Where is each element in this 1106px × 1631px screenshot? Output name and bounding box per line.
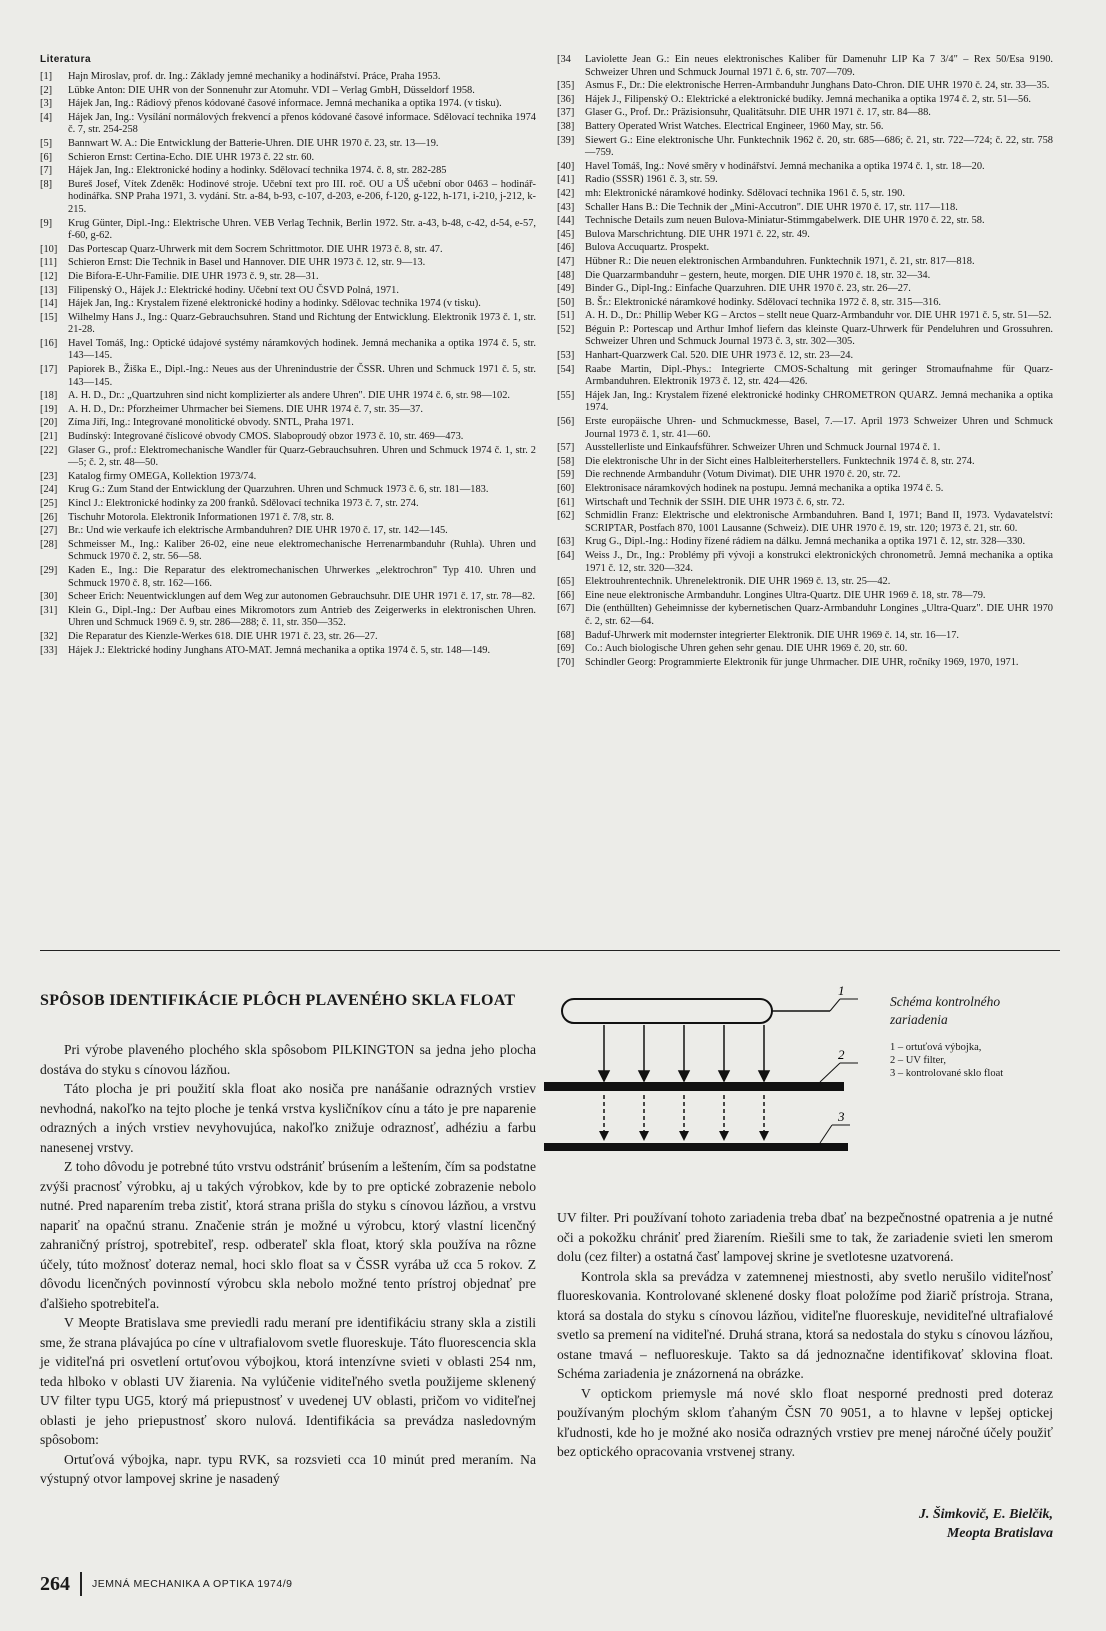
reference-number: [54] bbox=[557, 363, 575, 375]
reference-text: Béguin P.: Portescap und Arthur Imhof liefern das kleinste Quarz-Uhrwerk für Pendeluhren und Grossuhren. Schweizer Uhren und Schmuck Journal 1973 č. 3, str. 302—305. bbox=[585, 323, 1053, 348]
reference-item bbox=[40, 271, 536, 284]
legend-item: 1 – ortuťová výbojka, bbox=[890, 1042, 982, 1053]
reference-number: [18] bbox=[40, 390, 58, 402]
reference-item bbox=[557, 202, 1053, 215]
reference-item bbox=[40, 244, 536, 257]
reference-text: Binder G., Dipl-Ing.: Einfache Quarzuhren. DIE UHR 1970 č. 23, str. 26—27. bbox=[585, 283, 911, 295]
legend-item: 2 – UV filter, bbox=[890, 1055, 946, 1066]
reference-list-right bbox=[557, 54, 1053, 669]
reference-item bbox=[40, 631, 536, 644]
reference-item bbox=[557, 630, 1053, 643]
reference-text: Schmidlin Franz: Elektrische und elektronische Armbanduhren. Band I, 1971; Band II, 1973. Vydavatelství: SCRIPTAR, Postfach 870, 1001 Lausanne (Schweiz). DIE UHR 1970 č. 19, str. 120; 1973 č. 21, str. 60. bbox=[585, 510, 1053, 534]
reference-number: [27] bbox=[40, 525, 58, 537]
reference-number: [10] bbox=[40, 243, 58, 255]
reference-item bbox=[557, 174, 1053, 187]
reference-number: [37] bbox=[557, 107, 575, 119]
footer-separator bbox=[80, 1572, 82, 1596]
reference-text: Ausstellerliste und Einkaufsführer. Schweizer Uhren und Schmuck Journal 1974 č. 1. bbox=[585, 442, 941, 454]
reference-number: [62] bbox=[557, 510, 575, 522]
reference-item bbox=[40, 165, 536, 178]
reference-number: [23] bbox=[40, 470, 58, 482]
reference-item bbox=[557, 416, 1053, 441]
reference-text: Hájek Jan, Ing.: Krystalem řízené elektronické hodiny a hodinky. Sdělovac technika 1974 (v tisku). bbox=[68, 298, 481, 310]
reference-text: Hájek Jan, Ing.: Vysílání normálových frekvencí a přenos kódované časové informace. Sdělovací technika 1974 č. 7, str. 254-258 bbox=[68, 111, 536, 136]
reference-number: [39] bbox=[557, 134, 575, 146]
reference-number: [41] bbox=[557, 174, 575, 186]
reference-number: [44] bbox=[557, 215, 575, 227]
article-paragraph: Z toho dôvodu je potrebné túto vrstvu odstrániť brúsením a leštením, čím sa podstatne zvýši pracnosť výrobku, aj u takých výrobkov, kde by to pre optické zobrazenie nebolo nutné. Pred naparením treba zistiť, ktorá strana prišla do styku s cínovou lázňou, a vrstvu napariť na opačnú stranu. Značenie strán je možné u výrobcu, ktorý vlastní licenčný zahraničný prístroj, spotrebiteľ, resp. odberateľ skla float, ktorý skla používa na rôzne účely, túto možnosť doteraz nemal, hoci sklo float sa v ČSSR vyrába už cca 5 rokov. Z dôvodu licenčných povinností výrobcu skla nebolo možné tento prístroj objednať pre ďalšieho spotrebiteľa. bbox=[40, 1159, 536, 1311]
reference-item bbox=[557, 135, 1053, 160]
reference-item bbox=[557, 603, 1053, 628]
reference-text: Glaser G., Prof. Dr.: Präzisionsuhr, Qualitätsuhr. DIE UHR 1971 č. 17, str. 84—88. bbox=[585, 107, 931, 119]
article-paragraph: Táto plocha je pri použití skla float ako nosiča pre nanášanie odrazných vrstiev nevhodná, nakoľko na tejto ploche je tenká vrstva kysličníkov cínu a táto je pre naparenie odrazných a iných vrstiev nevyhovujúca, nakoľko znižuje odraznosť, adhéziu a farbu nanesenej vrstvy. bbox=[40, 1081, 536, 1155]
reference-number: [16] bbox=[40, 337, 58, 349]
reference-number: [1] bbox=[40, 71, 53, 82]
reference-item bbox=[40, 312, 536, 337]
reference-item bbox=[40, 498, 536, 511]
reference-text: Schaller Hans B.: Die Technik der „Mini-Accutron". DIE UHR 1970 č. 17, str. 117—118. bbox=[585, 201, 958, 213]
article-title: SPÔSOB IDENTIFIKÁCIE PLÔCH PLAVENÉHO SKLA FLOAT bbox=[40, 992, 516, 1009]
reference-number: [8] bbox=[40, 178, 53, 190]
reference-number: [20] bbox=[40, 417, 58, 429]
reference-item bbox=[40, 539, 536, 564]
reference-number: [70] bbox=[557, 656, 575, 668]
reference-text: Hübner R.: Die neuen elektronischen Armbanduhren. Funktechnik 1971, č. 21, str. 817—818. bbox=[585, 255, 975, 267]
reference-text: Radio (SSSR) 1961 č. 3, str. 59. bbox=[585, 174, 718, 186]
section-divider bbox=[40, 950, 1060, 951]
reference-text: Wirtschaft und Technik der SSIH. DIE UHR 1973 č. 6, str. 72. bbox=[585, 496, 845, 508]
reference-number: [43] bbox=[557, 201, 575, 213]
reference-number: [47] bbox=[557, 255, 575, 267]
reference-number: [64] bbox=[557, 549, 575, 561]
reference-item bbox=[40, 285, 536, 298]
uv-filter-shape bbox=[544, 1082, 844, 1091]
diagram-legend bbox=[890, 1041, 1040, 1080]
reference-item bbox=[40, 218, 536, 243]
reference-number: [13] bbox=[40, 284, 58, 296]
reference-item bbox=[40, 390, 536, 403]
reference-item bbox=[40, 257, 536, 270]
reference-text: Krug Günter, Dipl.-Ing.: Elektrische Uhren. VEB Verlag Technik, Berlin 1972. Str. a-43, b-48, c-42, d-54, e-57, f-60, g-62. bbox=[68, 217, 536, 242]
reference-item bbox=[40, 645, 536, 658]
reference-text: Schieron Ernst: Certina-Echo. DIE UHR 1973 č. 22 str. 60. bbox=[68, 151, 315, 163]
reference-item bbox=[557, 497, 1053, 510]
journal-title: JEMNÁ MECHANIKA A OPTIKA 1974/9 bbox=[92, 1578, 293, 1590]
reference-item bbox=[557, 283, 1053, 296]
reference-number: [14] bbox=[40, 298, 58, 310]
reference-item bbox=[557, 576, 1053, 589]
diagram-title: Schéma kontrolného zariadenia bbox=[890, 994, 1001, 1027]
float-glass-shape bbox=[544, 1143, 848, 1151]
reference-item bbox=[557, 107, 1053, 120]
reference-item bbox=[557, 121, 1053, 134]
reference-text: Scheer Erich: Neuentwicklungen auf dem Weg zur autonomen Gebrauchsuhr. DIE UHR 1971 č. 17, str. 78—82. bbox=[68, 591, 536, 603]
reference-item bbox=[40, 484, 536, 497]
reference-item bbox=[40, 605, 536, 630]
reference-item bbox=[40, 298, 536, 311]
reference-item bbox=[557, 215, 1053, 228]
reference-text: Schindler Georg: Programmierte Elektronik für junge Uhrmacher. DIE UHR, ročníky 1969, 1970, 1971. bbox=[585, 656, 1019, 668]
reference-text: Bulova Accuquartz. Prospekt. bbox=[585, 242, 710, 254]
reference-text: Tischuhr Motorola. Elektronik Informationen 1971 č. 7/8, str. 8. bbox=[68, 511, 334, 523]
uv-rays-lower bbox=[604, 1095, 764, 1133]
page-footer bbox=[40, 1572, 293, 1596]
reference-item bbox=[557, 442, 1053, 455]
apparatus-diagram bbox=[540, 985, 1060, 1195]
reference-item bbox=[557, 270, 1053, 283]
reference-number: [5] bbox=[40, 137, 53, 149]
reference-text: Eine neue elektronische Armbanduhr. Longines Ultra-Quartz. DIE UHR 1969 č. 18, str. 78—79. bbox=[585, 589, 986, 601]
reference-item bbox=[557, 297, 1053, 310]
reference-number: [57] bbox=[557, 442, 575, 454]
reference-number: [61] bbox=[557, 496, 575, 508]
signature-authors: J. Šimkovič, E. Bielčik, bbox=[918, 1507, 1053, 1522]
reference-item bbox=[557, 657, 1053, 670]
reference-text: Papiorek B., Žiška E., Dipl.-Ing.: Neues aus der Uhrenindustrie der ČSSR. Uhren und Schmuck 1971 č. 5, str. 143—145. bbox=[68, 364, 536, 388]
reference-number: [51] bbox=[557, 310, 575, 322]
reference-item bbox=[557, 229, 1053, 242]
reference-text: Krug G., Dipl.-Ing.: Hodiny řízené rádiem na dálku. Jemná mechanika a optika 1971 č. 12, str. 328—330. bbox=[585, 536, 1026, 548]
reference-text: Klein G., Dipl.-Ing.: Der Aufbau eines Mikromotors zum Antrieb des Zeigerwerks in elektronischen Uhren. Uhren und Schmuck 1969 č. 9, str. 286—288; č. 11, str. 350—352. bbox=[68, 604, 536, 629]
reference-item bbox=[557, 483, 1053, 496]
reference-text: Laviolette Jean G.: Ein neues elektronisches Kaliber für Damenuhr LIP Ka 7 3/4" – Rex 50/Esa 9190. Schweizer Uhren und Schmuck Journal 1971 č. 6, str. 707—709. bbox=[585, 54, 1053, 78]
reference-number: [49] bbox=[557, 283, 575, 295]
reference-text: Weiss J., Dr., Ing.: Problémy při vývoji a konstrukci elektronických chronometrů. Jemná mechanika a optika 1971 č. 12, str. 320—324. bbox=[585, 549, 1053, 574]
reference-number: [42] bbox=[557, 187, 575, 199]
reference-text: Erste europäische Uhren- und Schmuckmesse, Basel, 7.—17. April 1973 Schweizer Uhren und Schmuck Journal 1973 č. 1, str. 41—60. bbox=[585, 416, 1053, 440]
reference-item bbox=[40, 417, 536, 430]
article-paragraph: V Meopte Bratislava sme previedli radu meraní pre identifikáciu strany skla a zistili sme, že strana plávajúca po cíne v ultrafialovom svetle fluoreskuje. Táto fluorescencia skla je viditeľná pri osvetlení ortuťovou výbojkou, ktorá intenzívne svieti v oblasti 254 nm, teda hlboko v oblasti UV žiarenia. Na vylúčenie viditeľného svetla použijeme sklenený UV filter typu UG5, ktorý má priepustnosť v uvedenej UV oblasti, pričom vo viditeľnej oblasti je jeho priepustnosť skoro nulová. Identifikácia sa prevádza nasledovným spôsobom: bbox=[40, 1315, 536, 1447]
reference-number: [3] bbox=[40, 98, 53, 110]
reference-number: [12] bbox=[40, 270, 58, 282]
reference-text: A. H. D., Dr.: „Quartzuhren sind nicht komplizierter als andere Uhren". DIE UHR 1974 č. 6, str. 98—102. bbox=[68, 390, 510, 402]
reference-item bbox=[40, 179, 536, 217]
reference-number: [59] bbox=[557, 469, 575, 481]
reference-number: [63] bbox=[557, 536, 575, 548]
references-right-column bbox=[557, 54, 1053, 670]
reference-item bbox=[557, 242, 1053, 255]
reference-item bbox=[40, 364, 536, 389]
article-right-column bbox=[557, 1208, 1053, 1462]
reference-number: [30] bbox=[40, 591, 58, 603]
reference-text: Baduf-Uhrwerk mit modernster integrierter Elektronik. DIE UHR 1969 č. 14, str. 16—17. bbox=[585, 629, 959, 641]
reference-number: [26] bbox=[40, 511, 58, 523]
reference-text: A. H. D., Dr.: Phillip Weber KG – Arctos – stellt neue Quarz-Armbanduhr vor. DIE UHR 1971 č. 5, str. 51—52. bbox=[585, 310, 1052, 322]
reference-text: Havel Tomáš, Ing.: Nové směry v hodinářství. Jemná mechanika a optika 1974 č. 1, str. 18—20. bbox=[585, 160, 985, 172]
reference-number: [25] bbox=[40, 498, 58, 509]
reference-text: Hájek Jan, Ing.: Elektronické hodiny a hodinky. Sdělovací technika 1974. č. 8, str. 282-285 bbox=[68, 165, 447, 177]
reference-number: [9] bbox=[40, 217, 53, 229]
reference-number: [24] bbox=[40, 484, 58, 496]
reference-text: Hájek Jan, Ing.: Krystalem řízené elektronické hodinky CHROMETRON QUARZ. Jemná mechanika a optika 1974. bbox=[585, 389, 1053, 414]
reference-text: Schieron Ernst: Die Technik in Basel und Hannover. DIE UHR 1973 č. 12, str. 9—13. bbox=[68, 257, 426, 269]
references-left-column bbox=[40, 54, 536, 658]
reference-item bbox=[557, 310, 1053, 323]
reference-text: Schmeisser M., Ing.: Kaliber 26-02, eine neue elektromechanische Herrenarmbanduhr (Ruhla). Uhren und Schmuck 1970 č. 2, str. 56—58. bbox=[68, 538, 536, 563]
reference-text: Raabe Martin, Dipl.-Phys.: Integrierte CMOS-Schaltung mit geringer Stromaufnahme für Quarz-Armbanduhren. Elektronik 1973 č. 12, str. 424—426. bbox=[585, 363, 1053, 388]
reference-text: Hájek J.: Elektrické hodiny Junghans ATO-MAT. Jemná mechanika a optika 1974 č. 5, str. 148—149. bbox=[68, 644, 491, 656]
reference-item bbox=[557, 536, 1053, 549]
reference-text: Zíma Jiří, Ing.: Integrované monolitické obvody. SNTL, Praha 1971. bbox=[68, 417, 354, 429]
reference-number: [15] bbox=[40, 311, 58, 323]
reference-item bbox=[557, 510, 1053, 535]
reference-number: [19] bbox=[40, 403, 58, 415]
reference-item bbox=[40, 512, 536, 525]
reference-item bbox=[557, 550, 1053, 575]
reference-text: Die elektronische Uhr in der Sicht eines Halbleiterherstellers. Funktechnik 1974 č. 8, str. 274. bbox=[585, 455, 975, 467]
reference-item bbox=[557, 161, 1053, 174]
reference-number: [17] bbox=[40, 364, 58, 376]
reference-text: Hajn Miroslav, prof. dr. Ing.: Základy jemné mechaniky a hodinářství. Práce, Praha 1953. bbox=[68, 71, 441, 82]
reference-text: Battery Operated Wrist Watches. Electrical Engineer, 1960 May, str. 56. bbox=[585, 120, 884, 132]
reference-text: Bannwart W. A.: Die Entwicklung der Batterie-Uhren. DIE UHR 1970 č. 23, str. 13—19. bbox=[68, 137, 439, 149]
page-number: 264 bbox=[40, 1572, 70, 1595]
reference-item bbox=[557, 54, 1053, 79]
reference-number: [35] bbox=[557, 80, 575, 92]
reference-item bbox=[40, 431, 536, 444]
reference-item bbox=[557, 256, 1053, 269]
reference-item bbox=[40, 85, 536, 98]
reference-text: Kincl J.: Elektronické hodinky za 200 franků. Sdělovací technika 1973 č. 7, str. 274. bbox=[68, 498, 419, 509]
reference-number: [50] bbox=[557, 296, 575, 308]
reference-list-left bbox=[40, 71, 536, 657]
reference-text: Die rechnende Armbanduhr (Votum Divimat). DIE UHR 1970 č. 20, str. 72. bbox=[585, 469, 901, 481]
reference-number: [46] bbox=[557, 242, 575, 254]
reference-text: Hanhart-Quarzwerk Cal. 520. DIE UHR 1973 č. 12, str. 23—24. bbox=[585, 350, 854, 362]
reference-number: [4] bbox=[40, 111, 53, 123]
reference-text: Krug G.: Zum Stand der Entwicklung der Quarzuhren. Uhren und Schmuck 1973 č. 6, str. 181—183. bbox=[68, 484, 489, 496]
reference-text: A. H. D., Dr.: Pforzheimer Uhrmacher bei Siemens. DIE UHR 1974 č. 7, str. 35—37. bbox=[68, 403, 423, 415]
diagram-label-2: 2 bbox=[838, 1047, 845, 1062]
reference-item bbox=[40, 112, 536, 137]
reference-item bbox=[557, 188, 1053, 201]
reference-item bbox=[557, 390, 1053, 415]
reference-item bbox=[557, 94, 1053, 107]
reference-item bbox=[40, 591, 536, 604]
article-paragraph: V optickom priemysle má nové sklo float nesporné prednosti pred doteraz používaným plochým sklom ťahaným ČSN 70 9051, a to hlavne v lepšej optickej kľudnosti, kde ho je možné ako nosiča odrazných vrstiev pre menej náročné účely použiť bez optického opracovania vrstvenej strany. bbox=[557, 1385, 1053, 1459]
reference-text: Hájek Jan, Ing.: Rádiový přenos kódované časové informace. Jemná mechanika a optika 1974. (v tisku). bbox=[68, 98, 502, 110]
reference-number: [65] bbox=[557, 576, 575, 588]
reference-number: [38] bbox=[557, 120, 575, 132]
diagram-label-3: 3 bbox=[838, 1109, 845, 1124]
reference-item bbox=[40, 152, 536, 165]
reference-number: [28] bbox=[40, 538, 58, 550]
reference-number: [33] bbox=[40, 644, 58, 656]
reference-item bbox=[40, 404, 536, 417]
reference-number: [21] bbox=[40, 431, 58, 443]
reference-text: Budínský: Integrované číslicové obvody CMOS. Slaboproudý obzor 1973 č. 10, str. 469—473. bbox=[68, 431, 464, 443]
reference-item bbox=[40, 338, 536, 363]
reference-item bbox=[557, 643, 1053, 656]
reference-number: [32] bbox=[40, 630, 58, 642]
reference-text: Co.: Auch biologische Uhren gehen sehr genau. DIE UHR 1969 č. 20, str. 60. bbox=[585, 643, 908, 655]
reference-text: Elektronisace náramkových hodinek na postupu. Jemná mechanika a optika 1974 č. 5. bbox=[585, 483, 944, 494]
reference-number: [53] bbox=[557, 350, 575, 362]
reference-number: [52] bbox=[557, 323, 575, 335]
reference-number: [34 bbox=[557, 54, 571, 65]
reference-text: Havel Tomáš, Ing.: Optické údajové systémy náramkových hodinek. Jemná mechanika a optika 1974 č. 5, str. 143—145. bbox=[68, 337, 536, 362]
reference-text: Die Quarzarmbanduhr – gestern, heute, morgen. DIE UHR 1970 č. 18, str. 32—34. bbox=[585, 269, 931, 281]
reference-number: [48] bbox=[557, 269, 575, 281]
reference-number: [29] bbox=[40, 564, 58, 576]
reference-text: Elektrouhrentechnik. Uhrenelektronik. DIE UHR 1969 č. 13, str. 25—42. bbox=[585, 576, 891, 588]
reference-item bbox=[40, 471, 536, 484]
reference-text: Technische Details zum neuen Bulova-Miniatur-Stimmgabelwerk. DIE UHR 1970 č. 22, str. 58. bbox=[585, 215, 985, 227]
article-paragraph: Pri výrobe plaveného plochého skla spôsobom PILKINGTON sa jedna jeho plocha dostáva do styku s cínovou lázňou. bbox=[40, 1042, 536, 1077]
legend-item: 3 – kontrolované sklo float bbox=[890, 1068, 1004, 1079]
reference-text: Kaden E., Ing.: Die Reparatur des elektromechanischen Uhrwerkes „elektrochron" Typ 410. Uhren und Schmuck 1970 č. 8, str. 162—166. bbox=[68, 564, 536, 589]
signature-organization: Meopta Bratislava bbox=[946, 1526, 1053, 1541]
reference-text: Asmus F., Dr.: Die elektronische Herren-Armbanduhr Junghans Dato-Chron. DIE UHR 1970 č. 24, str. 33—35. bbox=[585, 80, 1050, 92]
reference-number: [40] bbox=[557, 160, 575, 172]
reference-number: [45] bbox=[557, 228, 575, 240]
reference-item bbox=[557, 324, 1053, 349]
reference-text: mh: Elektronické náramkové hodinky. Sdělovací technika 1961 č. 5, str. 190. bbox=[585, 187, 905, 199]
mercury-lamp-shape bbox=[562, 999, 772, 1023]
reference-number: [11] bbox=[40, 257, 57, 269]
reference-item bbox=[40, 98, 536, 111]
reference-text: Die Reparatur des Kienzle-Werkes 618. DIE UHR 1971 č. 23, str. 26—27. bbox=[68, 630, 378, 642]
reference-item bbox=[557, 364, 1053, 389]
reference-text: Filipenský O., Hájek J.: Elektrické hodiny. Učební text OU ČSVD Polná, 1971. bbox=[68, 284, 399, 296]
reference-text: Hájek J., Filipenský O.: Elektrické a elektronické budíky. Jemná mechanika a optika 1974 č. 2, str. 51—56. bbox=[585, 93, 1032, 105]
reference-number: [22] bbox=[40, 444, 58, 456]
article-paragraph: Kontrola skla sa prevádza v zatemnenej miestnosti, aby svetlo nerušilo viditeľnosť fluoreskovania. Kontrolované sklenené dosky float položíme pod žiarič prístroja. Strana, ktorá sa dostala do styku s cínovou lázňou, viditeľne fluoreskuje, neviditeľné ultrafialové svetlo sa premení na viditeľné. Druhá strana, ktorá sa nedostala do styku s cínovou lázňou, ostane tmavá – nefluoreskuje. Takto sa dá jednoznačne identifikovať sklovina float. Schéma zariadenia je znázornená na obrázke. bbox=[557, 1268, 1053, 1381]
reference-number: [6] bbox=[40, 151, 53, 163]
reference-text: Das Portescap Quarz-Uhrwerk mit dem Socrem Schrittmotor. DIE UHR 1973 č. 8, str. 47. bbox=[68, 243, 443, 255]
reference-text: Katalog firmy OMEGA, Kollektion 1973/74. bbox=[68, 470, 257, 482]
reference-text: Bureš Josef, Vítek Zdeněk: Hodinové stroje. Učební text pro III. roč. OU a UŠ učební obor 0463 – hodinář-hodinářka. SNP Praha 1971, 3. vydání. Str. a-84, b-93, c-107, d-203, e-206, f-120, g-122, h-171, i-210, j-212, k-215. bbox=[68, 178, 536, 215]
reference-text: Bulova Marschrichtung. DIE UHR 1971 č. 22, str. 49. bbox=[585, 228, 810, 240]
reference-number: [36] bbox=[557, 93, 575, 105]
reference-number: [67] bbox=[557, 603, 575, 615]
reference-text: Die Bifora-E-Uhr-Familie. DIE UHR 1973 č. 9, str. 28—31. bbox=[68, 270, 319, 282]
article-left-column bbox=[40, 1040, 536, 1489]
article-paragraph: Ortuťová výbojka, napr. typu RVK, sa rozsvieti cca 10 minút pred meraním. Na výstupný otvor lampovej skrine je nasadený bbox=[40, 1451, 536, 1486]
reference-text: Glaser G., prof.: Elektromechanische Wandler für Quarz-Gebrauchsuhren. Uhren und Schmuck 1974 č. 1, str. 2—5; č. 2, str. 48—50. bbox=[68, 444, 536, 469]
reference-text: B. Šr.: Elektronické náramkové hodinky. Sdělovací technika 1972 č. 8, str. 315—316. bbox=[585, 296, 942, 308]
reference-number: [31] bbox=[40, 604, 58, 616]
reference-number: [58] bbox=[557, 455, 575, 467]
reference-number: [66] bbox=[557, 589, 575, 601]
reference-number: [55] bbox=[557, 389, 575, 401]
reference-number: [69] bbox=[557, 643, 575, 655]
reference-item bbox=[40, 445, 536, 470]
reference-text: Die (enthüllten) Geheimnisse der kybernetischen Quarz-Armbanduhr Longines „Ultra-Quarz". DIE UHR 1970 č. 2, str. 62—64. bbox=[585, 603, 1053, 627]
reference-number: [2] bbox=[40, 84, 53, 96]
reference-item bbox=[40, 525, 536, 538]
diagram-label-1: 1 bbox=[838, 985, 845, 998]
reference-item bbox=[557, 469, 1053, 482]
reference-item bbox=[557, 80, 1053, 93]
uv-rays-upper bbox=[599, 1025, 769, 1081]
reference-item bbox=[557, 590, 1053, 603]
reference-item bbox=[557, 350, 1053, 363]
reference-text: Lübke Anton: DIE UHR von der Sonnenuhr zur Atomuhr. VDI – Verlag GmbH, Düsseldorf 1958. bbox=[68, 84, 475, 96]
reference-number: [68] bbox=[557, 629, 575, 641]
reference-text: Br.: Und wie verkaufe ich elektrische Armbanduhren? DIE UHR 1970 č. 17, str. 142—145. bbox=[68, 525, 448, 537]
article-signature bbox=[557, 1505, 1053, 1543]
literature-heading: Literatura bbox=[40, 54, 92, 65]
reference-number: [7] bbox=[40, 165, 53, 177]
reference-item bbox=[40, 138, 536, 151]
reference-item bbox=[557, 456, 1053, 469]
reference-item bbox=[40, 565, 536, 590]
article-paragraph: UV filter. Pri používaní tohoto zariadenia treba dbať na bezpečnostné opatrenia a je nutné oči a pokožku chrániť pred žiarením. Riešili sme to tak, že zariadenie svieti len smerom dolu (cez filter) a ostatná časť lampovej skrine je svetlotesne uzatvorená. bbox=[557, 1210, 1053, 1264]
reference-item bbox=[40, 71, 536, 84]
reference-number: [56] bbox=[557, 416, 575, 428]
reference-text: Wilhelmy Hans J., Ing.: Quarz-Gebrauchsuhren. Stand und Richtung der Entwicklung. Elektronik 1973 č. 1, str. 21-28. bbox=[68, 311, 536, 336]
reference-text: Siewert G.: Eine elektronische Uhr. Funktechnik 1962 č. 20, str. 685—686; č. 21, str. 722—724; č. 22, str. 758—759. bbox=[585, 134, 1053, 159]
reference-number: [60] bbox=[557, 483, 575, 494]
